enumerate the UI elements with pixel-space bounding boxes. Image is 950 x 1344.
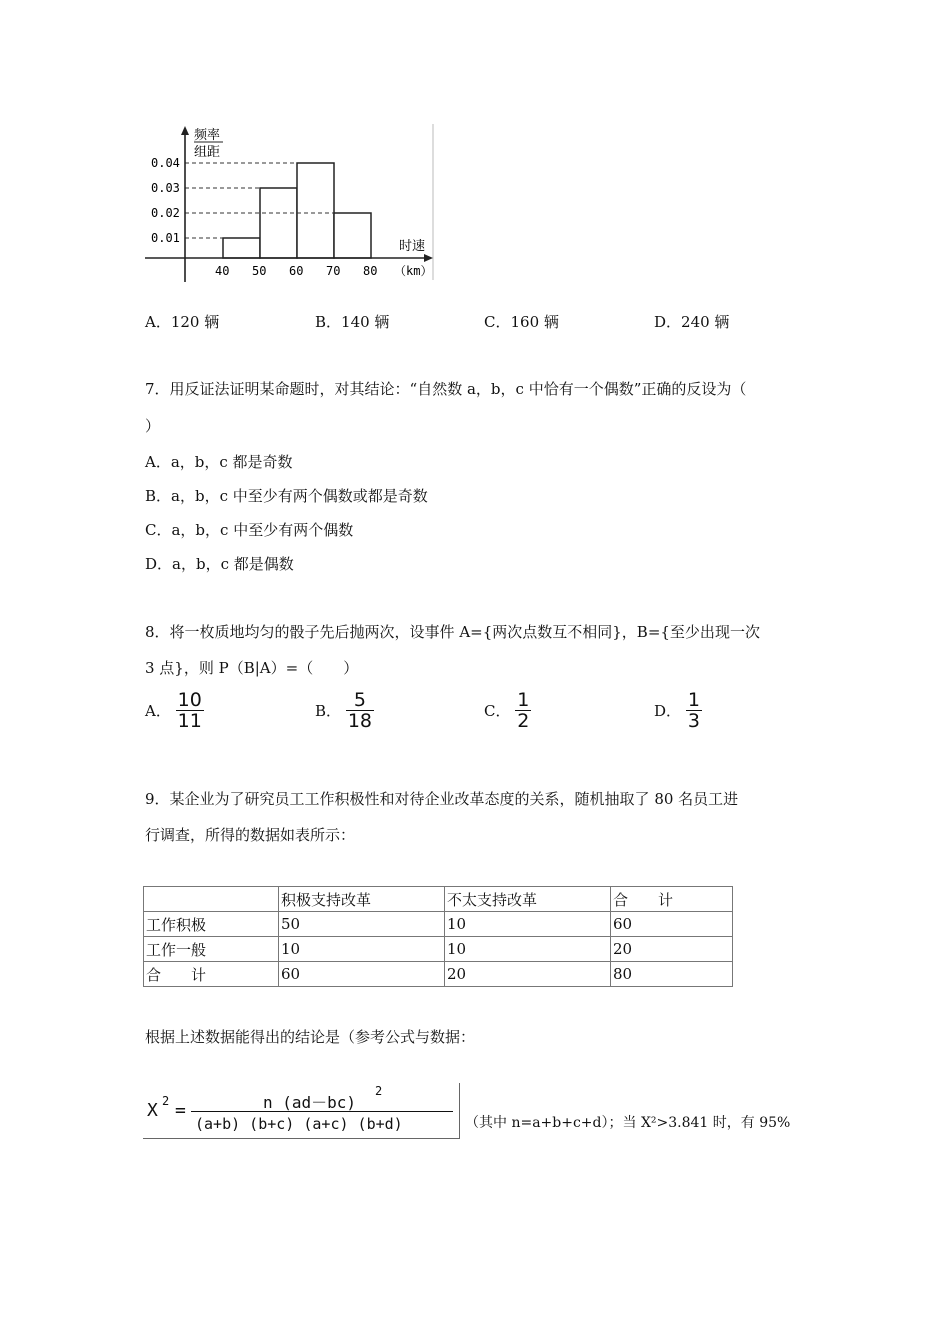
y-tick-label: 0.04 [151, 156, 180, 170]
histogram-chart [143, 122, 438, 284]
table-cell: 合 计 [144, 962, 279, 987]
q8-option-b [315, 690, 374, 731]
formula-equals: = [175, 1100, 186, 1121]
histogram-bar [223, 238, 260, 258]
q9-formula-tail: （其中 n=a+b+c+d）；当 X²>3.841 时，有 95% [465, 1115, 791, 1131]
table-header-cell: 积极支持改革 [279, 887, 445, 912]
x-tick-label: 50 [252, 264, 267, 278]
histogram-bar [297, 163, 334, 258]
x-tick-label: 40 [215, 264, 230, 278]
formula-lhs-sup: 2 [162, 1094, 170, 1108]
q7-option-d: D．a，b，c 都是偶数 [145, 555, 294, 573]
table-cell: 60 [279, 962, 445, 987]
q8-option-d [654, 690, 702, 731]
formula-denominator: (a+b) (b+c) (a+c) (b+d) [195, 1115, 403, 1133]
x-axis-arrow [424, 254, 433, 262]
table-cell: 工作一般 [144, 937, 279, 962]
y-tick-label: 0.03 [151, 181, 180, 195]
fraction-5-18: $\frac{5}{18}$ [347, 689, 372, 732]
table-header-cell: 不太支持改革 [445, 887, 611, 912]
q8-option-a-prefix: A． [145, 702, 171, 720]
fraction-10-11: $\frac{10}{11}$ [177, 689, 202, 732]
survey-table [143, 886, 733, 987]
q8-stem-line1: 8．将一枚质地均匀的骰子先后抛两次，设事件 A={两次点数互不相同}，B={至少出现一次 [145, 623, 760, 641]
table-cell: 10 [445, 937, 611, 962]
histogram-bar [260, 188, 297, 258]
table-cell: 50 [279, 912, 445, 937]
table-header-cell: 合 计 [611, 887, 733, 912]
table-row [144, 912, 733, 937]
table-cell: 工作积极 [144, 912, 279, 937]
q7-option-b: B．a，b，c 中至少有两个偶数或都是奇数 [145, 487, 428, 505]
formula-fraction-bar [191, 1111, 453, 1112]
q6-option-c: C．160 辆 [484, 313, 559, 331]
q9-stem-line1: 9．某企业为了研究员工工作积极性和对待企业改革态度的关系，随机抽取了 80 名员工进 [145, 790, 739, 808]
q6-option-b: B．140 辆 [315, 313, 390, 331]
table-row [144, 937, 733, 962]
q6-option-d: D．240 辆 [654, 313, 730, 331]
table-cell: 10 [445, 912, 611, 937]
histogram-bar [334, 213, 371, 258]
y-axis-label-bottom: 组距 [194, 145, 221, 160]
q8-option-a [145, 690, 204, 731]
q7-stem-line2: ） [145, 417, 161, 435]
q7-option-a: A．a，b，c 都是奇数 [145, 453, 293, 471]
table-cell: 10 [279, 937, 445, 962]
formula-numerator: n (ad－bc) [263, 1093, 357, 1112]
formula-numerator-sup: 2 [375, 1084, 383, 1098]
q8-option-b-prefix: B． [315, 702, 342, 720]
table-header-cell [144, 887, 279, 912]
fraction-1-3: $\frac{1}{3}$ [687, 689, 700, 732]
table-cell: 60 [611, 912, 733, 937]
q7-option-c: C．a，b，c 中至少有两个偶数 [145, 521, 354, 539]
q8-option-c-prefix: C． [484, 702, 511, 720]
x-tick-label: 60 [289, 264, 304, 278]
q8-option-c [484, 690, 531, 731]
q8-option-d-prefix: D． [654, 702, 682, 720]
q7-stem-line1: 7．用反证法证明某命题时，对其结论：“自然数 a，b，c 中恰有一个偶数”正确的反设为（ [145, 380, 747, 398]
q9-conclusion-line: 根据上述数据能得出的结论是（参考公式与数据： [145, 1028, 476, 1046]
table-row [144, 962, 733, 987]
y-tick-label: 0.01 [151, 231, 180, 245]
x-axis-unit: （km） [394, 264, 433, 278]
table-cell: 20 [611, 937, 733, 962]
table-header-row [144, 887, 733, 912]
y-axis-arrow [181, 126, 189, 135]
formula-lhs: X [147, 1100, 158, 1121]
q6-option-a: A．120 辆 [145, 313, 220, 331]
x-tick-label: 70 [326, 264, 341, 278]
x-tick-label: 80 [363, 264, 378, 278]
chi-square-formula [143, 1083, 460, 1139]
q8-stem-line2: 3 点}，则 P（B|A）=（ ） [145, 659, 359, 677]
y-tick-label: 0.02 [151, 206, 180, 220]
table-cell: 20 [445, 962, 611, 987]
y-axis-label-top: 频率 [194, 128, 221, 143]
table-cell: 80 [611, 962, 733, 987]
x-axis-label: 时速 [399, 239, 426, 254]
q9-stem-line2: 行调查，所得的数据如表所示： [145, 826, 356, 844]
fraction-1-2: $\frac{1}{2}$ [517, 689, 530, 732]
